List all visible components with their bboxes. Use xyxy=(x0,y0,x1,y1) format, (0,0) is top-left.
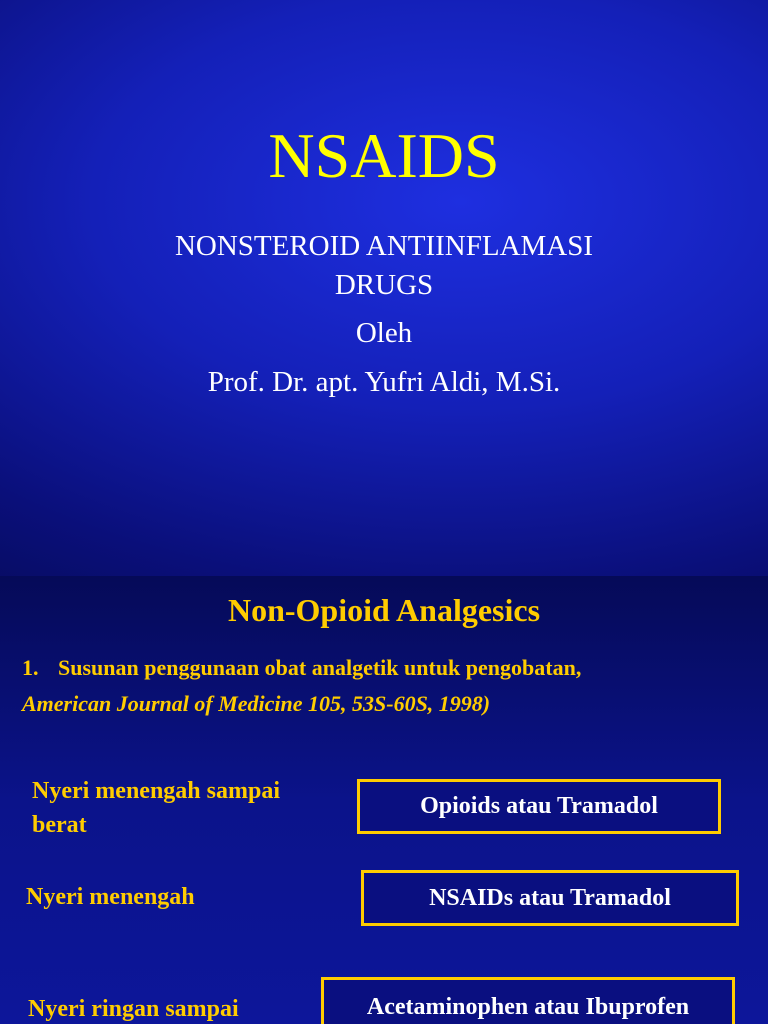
content-slide xyxy=(0,576,768,1024)
drug-box-nsaids: NSAIDs atau Tramadol xyxy=(361,870,739,926)
pain-level-moderate: Nyeri menengah xyxy=(26,884,195,910)
by-label: Oleh xyxy=(355,317,413,349)
slide-title: NSAIDS xyxy=(268,120,500,191)
pain-level-moderate-to-severe: Nyeri menengah sampai berat xyxy=(32,778,280,838)
author-name: Prof. Dr. apt. Yufri Aldi, M.Si. xyxy=(207,366,561,398)
reference-citation: American Journal of Medicine 105, 53S-60S, 1998) xyxy=(22,691,491,716)
subtitle-line-2: DRUGS xyxy=(334,269,434,301)
drug-box-acetaminophen: Acetaminophen atau Ibuprofen xyxy=(321,977,735,1024)
pain-level-mild: Nyeri ringan sampai xyxy=(28,996,239,1022)
drug-box-opioids: Opioids atau Tramadol xyxy=(357,779,721,834)
slide-heading: Non-Opioid Analgesics xyxy=(227,592,541,628)
subtitle-line-1: NONSTEROID ANTIINFLAMASI xyxy=(174,230,594,262)
list-number: 1. xyxy=(22,655,39,680)
list-text: Susunan penggunaan obat analgetik untuk pengobatan, xyxy=(58,655,582,680)
list-item xyxy=(22,654,581,682)
